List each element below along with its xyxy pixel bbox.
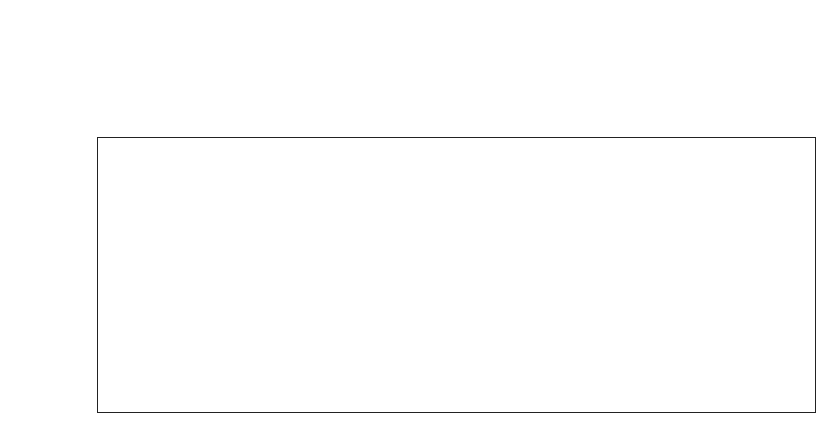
spec-table <box>97 137 816 413</box>
